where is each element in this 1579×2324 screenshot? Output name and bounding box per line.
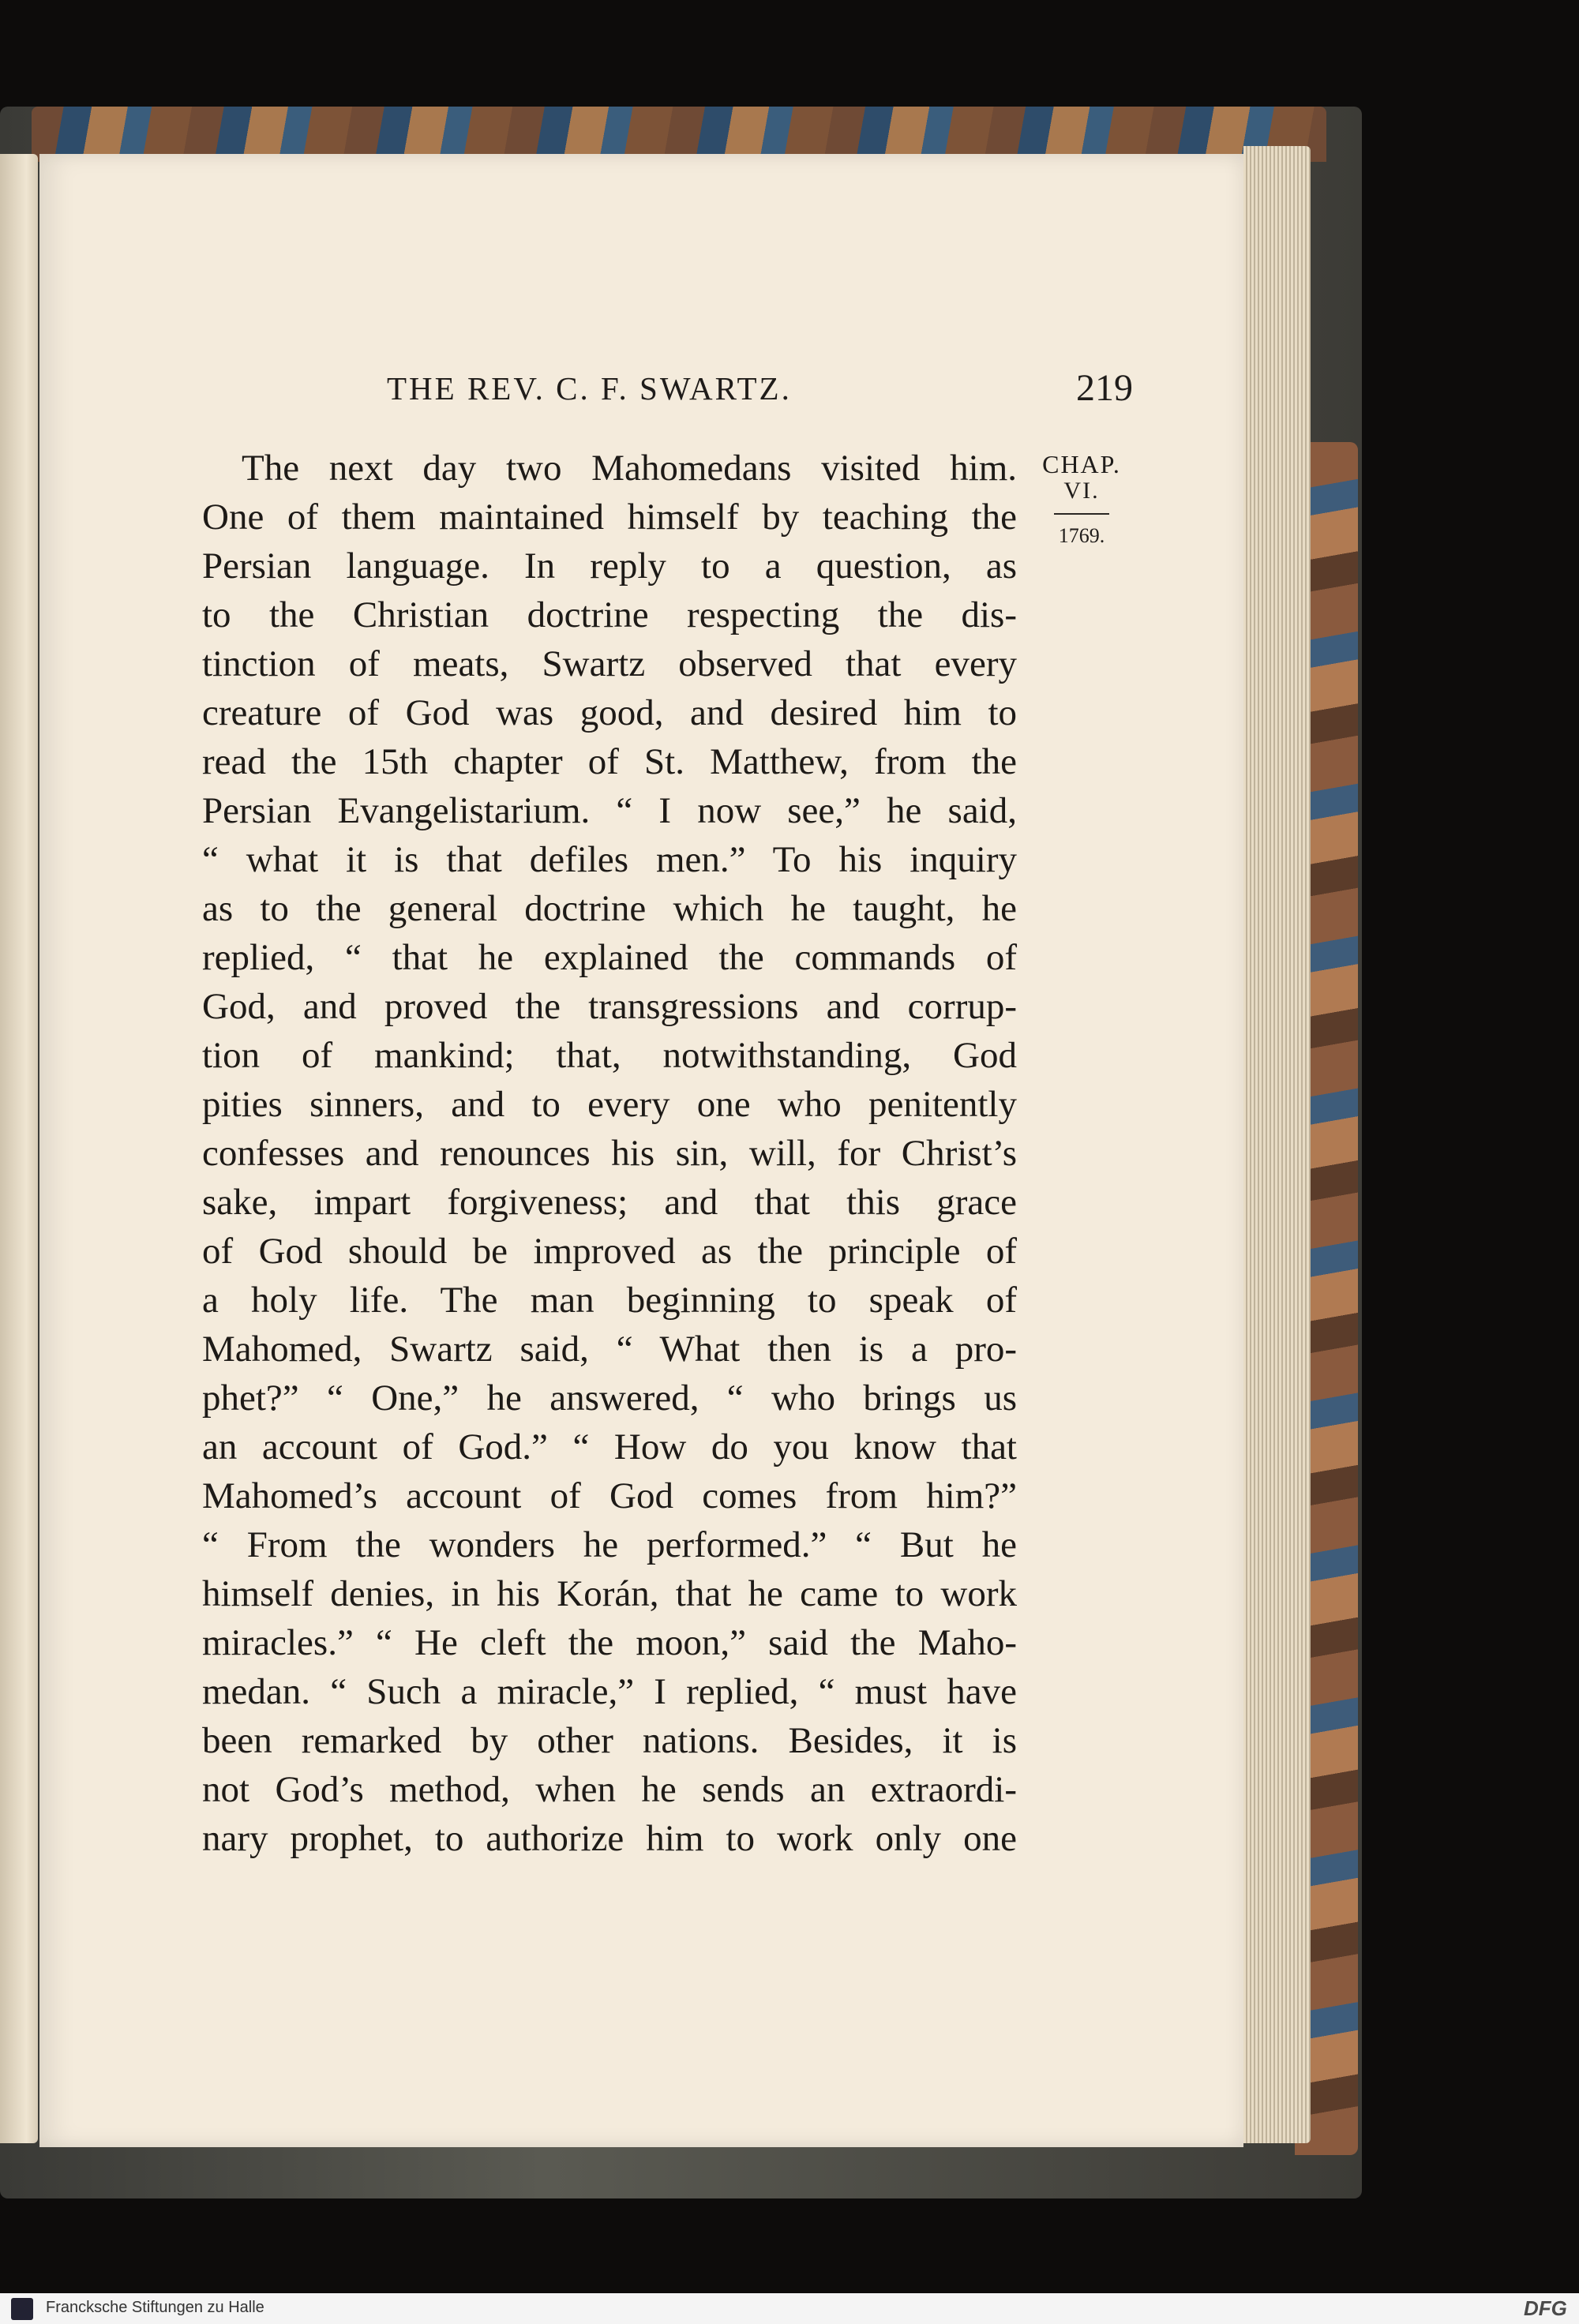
text-line: pities sinners, and to every one who penitently [202, 1084, 1017, 1125]
text-line: tinction of meats, Swartz observed that every [202, 643, 1017, 684]
text-line: phet?” “ One,” he answered, “ who brings us [202, 1378, 1017, 1419]
text-line: The next day two Mahomedans visited him. [242, 448, 1017, 489]
text-line: nary prophet, to authorize him to work only one [202, 1818, 1017, 1859]
text-line: “ what it is that defiles men.” To his inquiry [202, 839, 1017, 880]
dfg-logo: DFG [1524, 2296, 1567, 2320]
text-line: been remarked by other nations. Besides, it is [202, 1720, 1017, 1761]
text-line: of God should be improved as the principle of [202, 1231, 1017, 1272]
running-head-title: THE REV. C. F. SWARTZ. [387, 370, 792, 407]
text-line: read the 15th chapter of St. Matthew, from the [202, 741, 1017, 782]
text-line: Persian Evangelistarium. “ I now see,” he said, [202, 790, 1017, 831]
text-line: creature of God was good, and desired him to [202, 692, 1017, 733]
margin-note-year: 1769. [1058, 524, 1105, 547]
viewer-footer [0, 2293, 1579, 2324]
text-line: tion of mankind; that, notwithstanding, God [202, 1035, 1017, 1076]
margin-note [1034, 450, 1129, 548]
text-line: confesses and renounces his sin, will, for Christ’s [202, 1133, 1017, 1174]
text-line: replied, “ that he explained the commands of [202, 937, 1017, 978]
text-line: Mahomed, Swartz said, “ What then is a pro- [202, 1329, 1017, 1370]
margin-note-chapter-number: VI. [1063, 478, 1100, 504]
text-line: Persian language. In reply to a question, as [202, 545, 1017, 587]
text-line: not God’s method, when he sends an extraordi- [202, 1769, 1017, 1810]
footer-organization: Francksche Stiftungen zu Halle [46, 2299, 264, 2316]
text-line: One of them maintained himself by teaching the [202, 497, 1017, 538]
margin-note-chap: CHAP. [1042, 450, 1121, 478]
text-line: sake, impart forgiveness; and that this grace [202, 1182, 1017, 1223]
page-edges [1243, 146, 1311, 2143]
text-line: miracles.” “ He cleft the moon,” said the Maho- [202, 1622, 1017, 1663]
text-line: himself denies, in his Korán, that he came to work [202, 1573, 1017, 1614]
text-line: medan. “ Such a miracle,” I replied, “ must have [202, 1671, 1017, 1712]
institution-logo-icon [11, 2298, 33, 2320]
page-number: 219 [1076, 367, 1133, 409]
text-line: an account of God.” “ How do you know that [202, 1426, 1017, 1467]
text-line: as to the general doctrine which he taught, he [202, 888, 1017, 929]
text-line: “ From the wonders he performed.” “ But he [202, 1524, 1017, 1565]
text-line: Mahomed’s account of God comes from him?” [202, 1475, 1017, 1516]
running-head [0, 369, 1579, 417]
left-page-sliver [0, 154, 38, 2143]
margin-note-rule [1054, 513, 1109, 515]
text-line: to the Christian doctrine respecting the dis- [202, 594, 1017, 635]
text-line: a holy life. The man beginning to speak of [202, 1280, 1017, 1321]
text-line: God, and proved the transgressions and corrup- [202, 986, 1017, 1027]
